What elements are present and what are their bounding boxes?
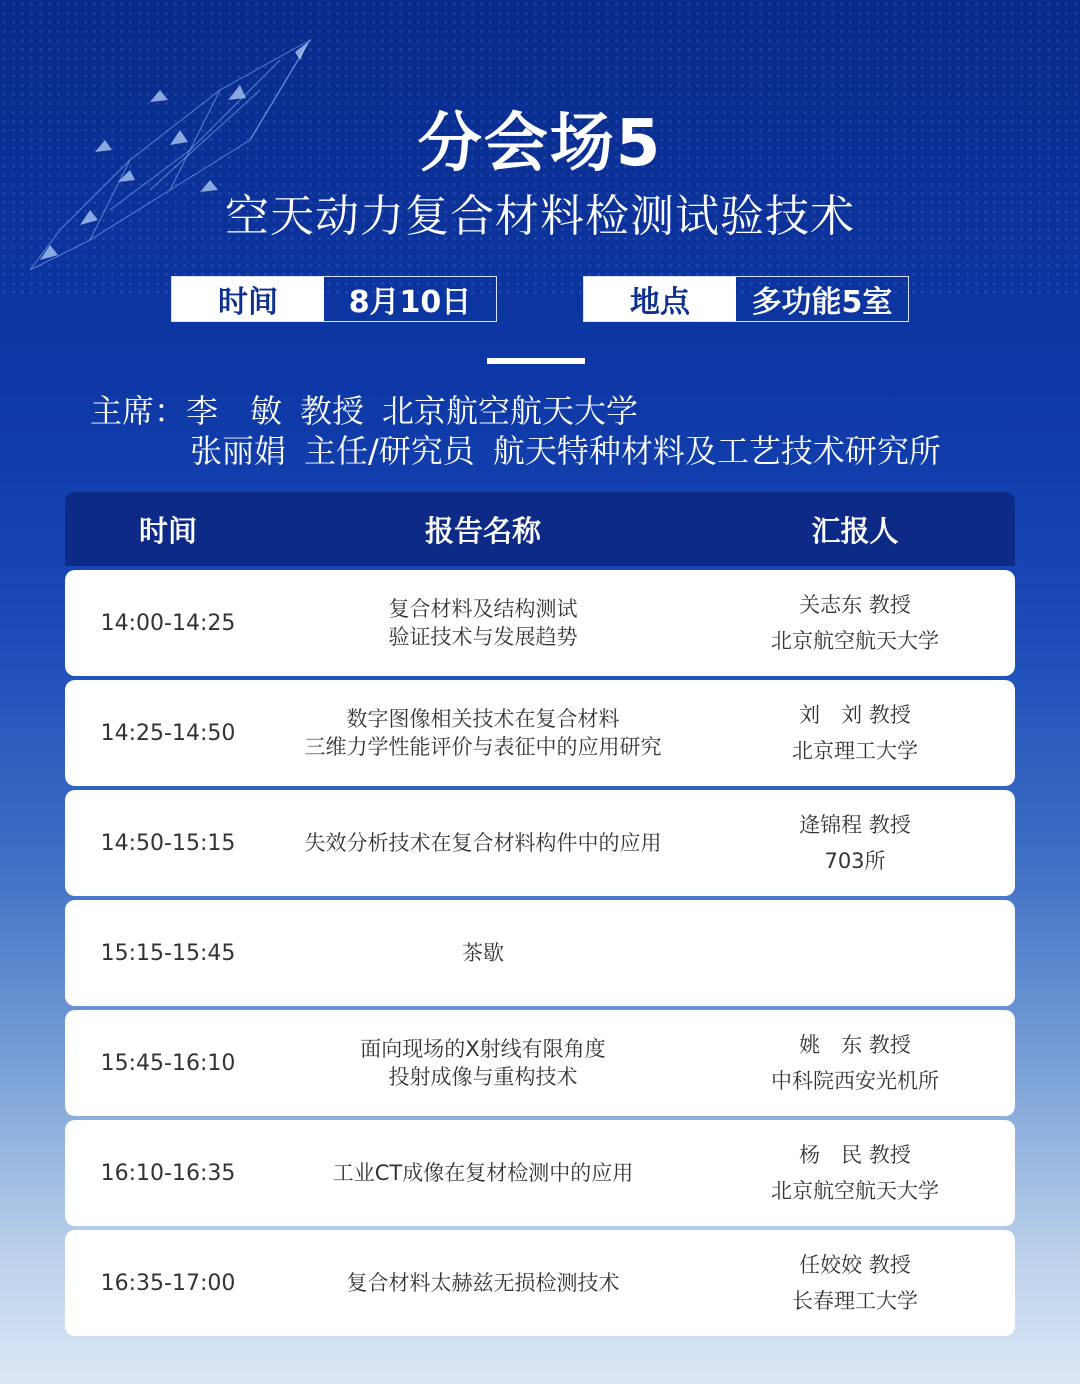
place-value: 多功能5室 (751, 285, 893, 320)
row-speaker (695, 697, 1015, 769)
time-info-box (171, 276, 497, 322)
row-speaker (695, 587, 1015, 659)
row-title-line: 失效分析技术在复合材料构件中的应用 (304, 831, 662, 855)
row-time: 14:50-15:15 (100, 830, 236, 856)
table-header (65, 492, 1015, 566)
row-title (271, 1269, 695, 1297)
chair1-title: 教授 (300, 392, 365, 430)
row-title (271, 1159, 695, 1187)
row-time: 14:00-14:25 (100, 610, 236, 636)
header-speaker: 汇报人 (811, 513, 899, 548)
chair2-title: 主任/研究员 (304, 432, 475, 470)
page-subtitle: 空天动力复合材料检测试验技术 (225, 191, 855, 242)
table-row (65, 1120, 1015, 1226)
speaker-org: 北京航空航天大学 (771, 1179, 939, 1203)
row-speaker (695, 807, 1015, 879)
header-title: 报告名称 (424, 513, 541, 548)
divider (487, 358, 585, 364)
row-title-line: 投射成像与重构技术 (388, 1065, 578, 1089)
chair2-org: 航天特种材料及工艺技术研究所 (492, 432, 941, 470)
speaker-name: 杨 民 教授 (799, 1143, 911, 1167)
chair1-org: 北京航空航天大学 (382, 392, 639, 430)
speaker-name: 逄锦程 教授 (799, 813, 911, 837)
row-title-line: 数字图像相关技术在复合材料 (346, 707, 620, 731)
row-title-line: 工业CT成像在复材检测中的应用 (332, 1161, 634, 1185)
row-title-line: 三维力学性能评价与表征中的应用研究 (304, 735, 662, 759)
table-row (65, 570, 1015, 676)
row-title-line: 复合材料及结构测试 (388, 597, 578, 621)
row-title (271, 595, 695, 651)
speaker-name: 刘 刘 教授 (799, 703, 911, 727)
place-label: 地点 (584, 277, 736, 321)
row-speaker (695, 1027, 1015, 1099)
schedule-table (65, 492, 1015, 1336)
place-info-box (583, 276, 909, 322)
row-time: 16:35-17:00 (100, 1270, 236, 1296)
chair-line-2 (190, 426, 959, 472)
table-row (65, 900, 1015, 1006)
row-title (271, 1035, 695, 1091)
table-row (65, 680, 1015, 786)
speaker-org: 北京航空航天大学 (771, 629, 939, 653)
row-title-line: 复合材料太赫兹无损检测技术 (346, 1271, 620, 1295)
time-value: 8月10日 (348, 285, 472, 320)
chair2-name: 张丽娟 (190, 432, 287, 470)
row-title-line: 面向现场的X射线有限角度 (360, 1037, 606, 1061)
speaker-org: 长春理工大学 (792, 1289, 918, 1313)
row-time: 15:15-15:45 (100, 940, 236, 966)
header-time: 时间 (138, 513, 197, 548)
row-speaker (695, 1247, 1015, 1319)
speaker-org: 中科院西安光机所 (771, 1069, 939, 1093)
time-label: 时间 (172, 277, 324, 321)
row-title (271, 829, 695, 857)
row-title-line: 茶歇 (462, 941, 504, 965)
table-row (65, 790, 1015, 896)
speaker-org: 北京理工大学 (792, 739, 918, 763)
row-time: 14:25-14:50 (100, 720, 236, 746)
table-row (65, 1010, 1015, 1116)
row-time: 15:45-16:10 (100, 1050, 236, 1076)
row-title (271, 939, 695, 967)
speaker-org: 703所 (824, 849, 886, 873)
row-title-line: 验证技术与发展趋势 (388, 625, 578, 649)
row-speaker (695, 1137, 1015, 1209)
speaker-name: 任姣姣 教授 (799, 1253, 911, 1277)
page-title: 分会场5 (417, 107, 663, 181)
chair-prefix: 主席： (90, 392, 187, 430)
table-row (65, 1230, 1015, 1336)
row-title (271, 705, 695, 761)
speaker-name: 关志东 教授 (799, 593, 911, 617)
chair1-name: 李 敏 (186, 392, 283, 430)
speaker-name: 姚 东 教授 (799, 1033, 911, 1057)
row-time: 16:10-16:35 (100, 1160, 236, 1186)
